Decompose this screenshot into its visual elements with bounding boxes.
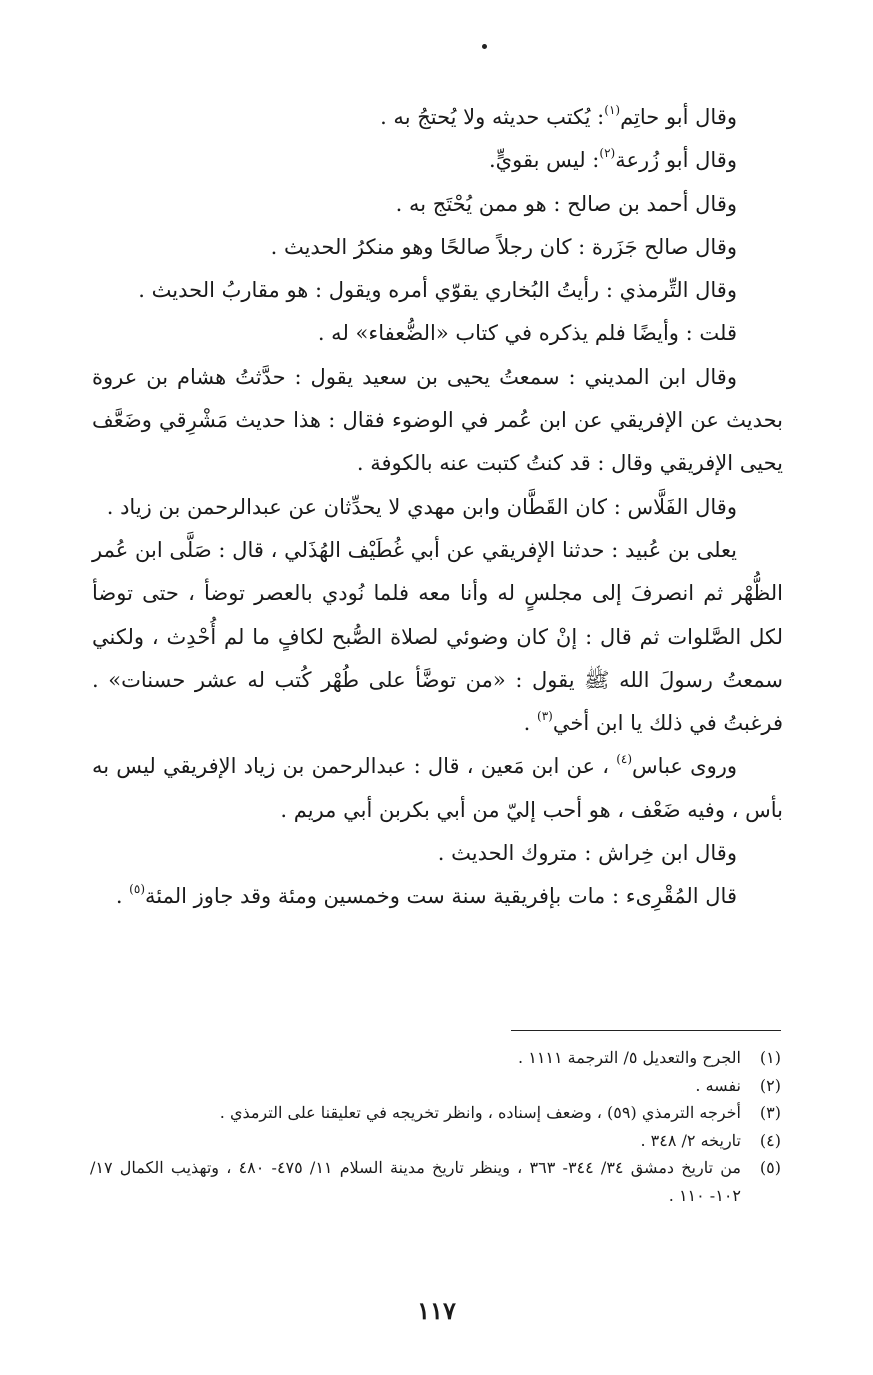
paragraph xyxy=(92,226,783,269)
paragraph-text: وقال صالح جَزَرة : كان رجلاً صالحًا وهو منكرُ الحديث . xyxy=(270,234,737,259)
paragraph-text: وقال ابن خِراش : متروك الحديث . xyxy=(437,841,737,866)
footnote-reference[interactable]: (٢) xyxy=(599,146,616,161)
footnote-text: الجرح والتعديل ٥/ الترجمة ١١١١ . xyxy=(518,1048,741,1067)
footnote xyxy=(90,1072,781,1100)
footnote-number: (٢) xyxy=(759,1075,781,1095)
footnote-number: (٤) xyxy=(759,1130,781,1150)
footnote xyxy=(90,1044,781,1072)
paragraph-text: . xyxy=(115,884,130,909)
paragraph-text: وقال أحمد بن صالح : هو ممن يُحْتَج به . xyxy=(395,191,737,216)
paragraph-text: وقال ابن المديني : سمعتُ يحيى بن سعيد يقول : حدَّثتُ هشام بن عروة بحديث عن الإفريقي عن ابن عُمر في الوضوء فقال : هذا حديث مَشْرِقي وضَعَّف يحيى الإفريقي وقال : قد كنتُ كتبت عنه بالكوفة . xyxy=(92,364,783,476)
page-number: ١١٧ xyxy=(417,1296,456,1325)
footnote xyxy=(90,1099,781,1127)
footnote-number: (١) xyxy=(759,1048,781,1067)
paragraph-text: . xyxy=(523,711,537,736)
footnotes-section xyxy=(90,1044,781,1209)
footnote-text: نفسه . xyxy=(695,1075,741,1095)
footnote-text: من تاريخ دمشق ٣٤/ ٣٤٤- ٣٦٣ ، وينظر تاريخ مدينة السلام ١١/ ٤٧٥- ٤٨٠ ، وتهذيب الكمال ١٧/ ١٠٢- ١١٠ . xyxy=(90,1158,741,1205)
footnote xyxy=(90,1127,781,1155)
paragraph-text: ، عن ابن مَعين ، قال : عبدالرحمن بن زياد الإفريقي ليس به بأس ، وفيه ضَعْف ، هو أحب إليّ من أبي بكربن أبي مريم . xyxy=(92,754,783,822)
paragraph xyxy=(92,183,783,226)
main-text xyxy=(92,96,783,919)
paragraph-text: يعلى بن عُبيد : حدثنا الإفريقي عن أبي غُطَيْف الهُذَلي ، قال : صَلَّى ابن عُمر الظُّهْر ثم انصرفَ إلى مجلسٍ له وأنا معه فلما نُودي بالعصر توضأ ، حتى توضأ لكل الصَّلوات ثم قال : إنْ كان وضوئي لصلاة الصُّبح لكافٍ ما لم أُحْدِث ، ولكني سمعتُ رسولَ الله ﷺ يقول : «من توضَّأ على طُهْر كُتب له عشر حسنات» . فرغبتُ في ذلك يا ابن أخي xyxy=(92,537,783,736)
paragraph-text: وقال أبو زُرعة xyxy=(615,148,737,173)
footnote-reference[interactable]: (٥) xyxy=(129,882,145,897)
paragraph-text: قلت : وأيضًا فلم يذكره في كتاب «الضُّعفاء» له . xyxy=(317,321,737,346)
paragraph xyxy=(92,529,783,745)
footnote-separator xyxy=(511,1030,781,1031)
paragraph-text: قال المُقْرِىء : مات بإفريقية سنة ست وخمسين ومئة وقد جاوز المئة xyxy=(145,884,737,909)
footnote-number: (٣) xyxy=(759,1103,781,1122)
header-dot xyxy=(482,44,487,49)
footnote xyxy=(90,1154,781,1209)
paragraph xyxy=(92,486,783,529)
paragraph xyxy=(92,875,783,918)
paragraph-text: : ليس بقويٍّ. xyxy=(489,148,600,173)
paragraph xyxy=(92,269,783,312)
paragraph-text: وقال الفَلَّاس : كان القَطَّان وابن مهدي لا يحدِّثان عن عبدالرحمن بن زياد . xyxy=(106,494,737,519)
footnote-reference[interactable]: (٤) xyxy=(616,752,633,767)
paragraph xyxy=(92,96,783,139)
footnote-number: (٥) xyxy=(759,1158,781,1177)
paragraph xyxy=(92,832,783,875)
paragraph xyxy=(92,139,783,182)
footnote-reference[interactable]: (١) xyxy=(604,103,621,117)
paragraph-text: وقال التِّرمذي : رأيتُ البُخاري يقوّي أمره ويقول : هو مقاربُ الحديث . xyxy=(138,278,737,303)
paragraph-text: وقال أبو حاتِم xyxy=(620,105,737,129)
paragraph-text: : يُكتب حديثه ولا يُحتجُ به . xyxy=(380,105,605,129)
paragraph xyxy=(92,745,783,832)
footnote-reference[interactable]: (٣) xyxy=(537,709,553,724)
footnote-text: أخرجه الترمذي (٥٩) ، وضعف إسناده ، وانظر تخريجه في تعليقنا على الترمذي . xyxy=(219,1103,741,1122)
footnote-text: تاريخه ٢/ ٣٤٨ . xyxy=(640,1130,741,1150)
paragraph xyxy=(92,312,783,355)
paragraph-text: وروى عباس xyxy=(632,754,737,779)
paragraph xyxy=(92,356,783,486)
